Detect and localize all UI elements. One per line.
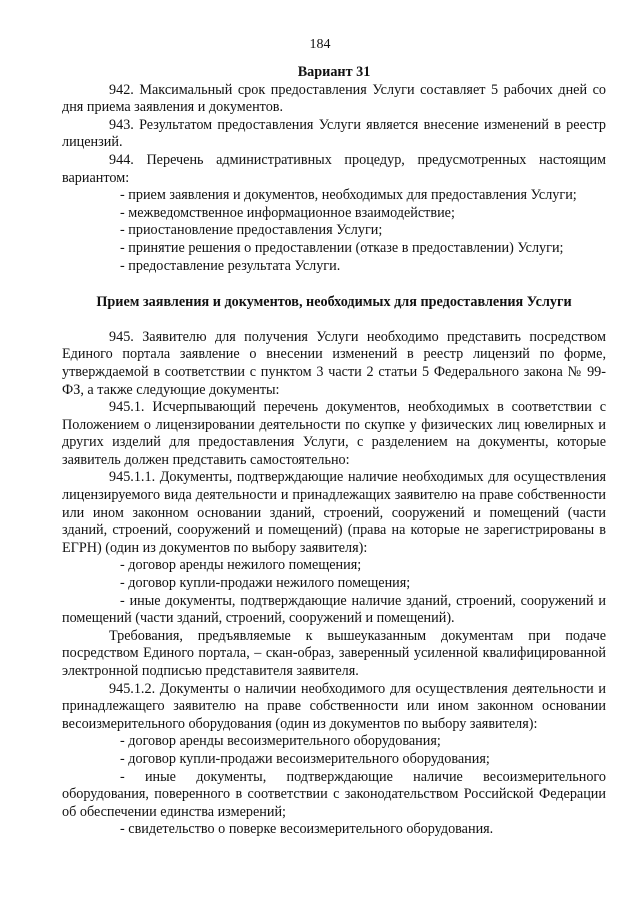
document-body (62, 64, 606, 839)
list-item: - договор купли-продажи весоизмерительного оборудования; (62, 751, 606, 769)
paragraph-945-1: 945.1. Исчерпывающий перечень документов, необходимых в соответствии с Положением о лицензировании деятельности по скупке у физических лиц ювелирных и других изделий для предоставления Услуги, с разделением на документы, которые заявитель должен представить самостоятельно: (62, 399, 606, 468)
paragraph-945-1-2: 945.1.2. Документы о наличии необходимого для осуществления деятельности и принадлежащего заявителю на праве собственности или ином законном основании весоизмерительного оборудования (один из документов по выбору заявителя): (62, 680, 606, 732)
requirements-paragraph: Требования, предъявляемые к вышеуказанным документам при подаче посредством Единого портала, – скан-образ, заверенный усиленной квалифицированной электронной подписью представителя заявителя. (62, 627, 606, 679)
variant-title: Вариант 31 (297, 64, 371, 80)
paragraph-942: 942. Максимальный срок предоставления Услуги составляет 5 рабочих дней со дня приема заявления и документов. (62, 81, 606, 116)
list-item: - прием заявления и документов, необходимых для предоставления Услуги; (62, 187, 606, 205)
page-number: 184 (309, 37, 331, 52)
list-item: - договор купли-продажи нежилого помещения; (62, 575, 606, 593)
list-item: - договор аренды нежилого помещения; (62, 557, 606, 575)
list-item: - иные документы, подтверждающие наличие весоизмерительного оборудования, поверенного в соответствии с законодательством Российской Федерации об обеспечении единства измерений; (62, 769, 606, 822)
list-item: - приостановление предоставления Услуги; (62, 222, 606, 240)
list-item: - предоставление результата Услуги. (62, 258, 606, 276)
paragraph-943: 943. Результатом предоставления Услуги является внесение изменений в реестр лицензий. (62, 116, 606, 151)
list-item: - договор аренды весоизмерительного оборудования; (62, 733, 606, 751)
paragraph-945-1-1: 945.1.1. Документы, подтверждающие наличие необходимых для осуществления лицензируемого вида деятельности и принадлежащих заявителю на праве собственности или ином законном основании зданий, строений, сооружений и помещений (части зданий, строений, сооружений и помещений) (права на которые не зарегистрированы в ЕГРН) (один из документов по выбору заявителя): (62, 469, 606, 556)
list-item: - иные документы, подтверждающие наличие зданий, строений, сооружений и помещений (части зданий, строений, сооружений и помещений). (62, 593, 606, 628)
list-item: - свидетельство о поверке весоизмерительного оборудования. (62, 821, 606, 839)
list-item: - принятие решения о предоставлении (отказе в предоставлении) Услуги; (62, 240, 606, 258)
paragraph-944: 944. Перечень административных процедур, предусмотренных настоящим вариантом: (62, 151, 606, 186)
list-item: - межведомственное информационное взаимодействие; (62, 205, 606, 223)
paragraph-945: 945. Заявителю для получения Услуги необходимо представить посредством Единого портала заявление о внесении изменений в реестр лицензий по форме, утверждаемой в соответствии с пунктом 3 части 2 статьи 5 Федерального закона № 99-ФЗ, а также следующие документы: (62, 328, 606, 398)
section-heading: Прием заявления и документов, необходимых для предоставления Услуги (96, 294, 572, 311)
